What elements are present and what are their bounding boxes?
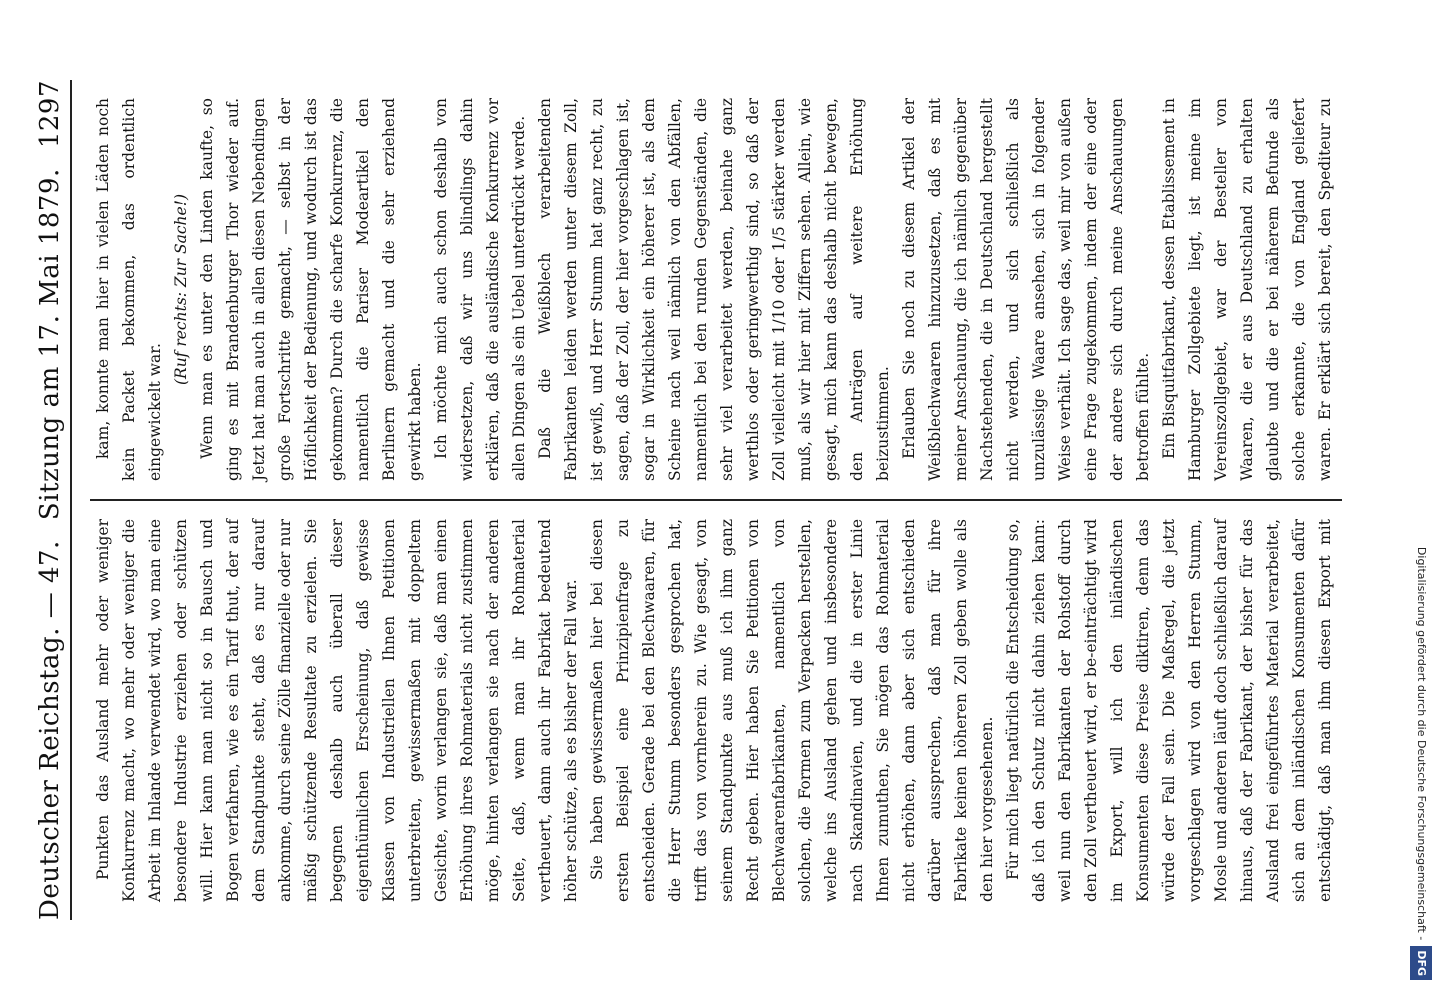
running-head: [30, 80, 72, 920]
right-column: [90, 80, 1342, 499]
header-publication: Deutscher Reichstag. — 47.: [35, 540, 65, 920]
credit-text: Digitalisierung gefördert durch die Deutsche Forschungsgemeinschaft -: [1415, 546, 1428, 941]
paragraph: Ich möchte mich auch schon deshalb von widersetzen, daß wir uns blindlings dahin erklären, daß die ausländische Konkurrenz vor allen Dingen als ein Uebel unterdrückt werde.: [432, 98, 528, 481]
left-column: [90, 501, 1342, 920]
header-page-number: 1297: [35, 80, 65, 149]
paragraph: Punkten das Ausland mehr oder weniger Konkurrenz macht, wo mehr oder weniger die Arbeit im Inlande verwendet wird, wo man eine besondere Industrie erziehen oder schützen will. Hier kann man nicht so in Bausch und Bogen verfahren, wie es ein Tarif thut, der auf dem Standpunkte steht, daß es nur darauf ankomme, durch seine Zölle finanzielle oder nur mäßig schützende Resultate zu erzielen. Sie begegnen deshalb auch überall dieser eigenthümlichen Erscheinung, daß gewisse Klassen von Industriellen Ihnen Petitionen unterbreiten, gewissermaßen mit doppeltem Gesichte, worin verlangen sie, daß man einen Erhöhung ihres Rohmaterials nicht zustimmen möge, hinten verlangen sie nach der anderen Seite, daß, wenn man ihr Rohmaterial vertheuert, dann auch ihr Fabrikat bedeutend höher schütze, als es bisher der Fall war.: [94, 519, 580, 902]
digitization-credit: [1410, 20, 1432, 980]
column-divider: [90, 499, 1342, 501]
paragraph: Erlauben Sie noch zu diesem Artikel der Weißblechwaaren hinzuzusetzen, daß es mit meiner Anschauung, die ich nämlich gegenüber Nachstehenden, die in Deutschland hergestellt nicht werden, und sich schließlich als unzulässige Waare ansehen, sich in folgender Weise verhält. Ich sage das, weil mir von außen eine Frage zugekommen, indem der eine oder der andere sich durch meine Anschauungen betroffen fühlte.: [900, 98, 1152, 481]
header-session-date: Sitzung am 17. Mai 1879.: [35, 168, 65, 521]
paragraph: Wenn man es unter den Linden kaufte, so ging es mit Brandenburger Thor wieder auf. Jetzt hat man auch in allen diesen Nebendingen große Fortschritte gemacht, — selbst in der Höflichkeit der Bedienung, und wodurch ist das gekommen? Durch die scharfe Konkurrenz, die namentlich die Pariser Modeartikel den Berlinern gemacht und die sehr erziehend gewirkt haben.: [198, 98, 424, 481]
paragraph: Für mich liegt natürlich die Entscheidung so, daß ich den Schutz nicht dahin ziehen kann: weil nun den Fabrikanten der Rohstoff durch den Zoll vertheuert wird, er be-einträchtigt wird im Export, will ich den inländischen Konsumenten diese Preise diktiren, denn das würde der Fall sein. Die Maßregel, die jetzt vorgeschlagen wird von den Herren Stumm, Mosle und anderen läuft doch schließlich darauf hinaus, daß der Fabrikant, der bisher für das Ausland frei eingeführtes Material verarbeitet, sich an dem inländischen Konsumenten dafür entschädigt, daß man ihm diesen Export mit: [1004, 519, 1334, 902]
text-columns: [90, 80, 1342, 920]
dfg-logo: DFG: [1410, 946, 1432, 980]
paragraph: Daß die Weißblech verarbeitenden Fabrikanten leiden werden unter diesem Zoll, ist gewiß, und Herr Stumm hat ganz recht, zu sagen, daß der Zoll, der hier vorgeschlagen ist, sogar in Wirklichkeit ein höherer ist, als dem Scheine nach weil nämlich von den Abfällen, namentlich bei den runden Gegenständen, die sehr viel verarbeitet werden, beinahe ganz werthlos oder geringwerthig sind, so daß der Zoll vielleicht mit 1/10 oder 1/5 stärker werden muß, als wir hier mit Ziffern sehen. Allein, wie gesagt, mich kann das deshalb nicht bewegen, den Anträgen auf weitere Erhöhung beizustimmen.: [536, 98, 892, 481]
credit-line: [1410, 20, 1432, 980]
interjection: (Ruf rechts: Zur Sache!): [172, 194, 190, 386]
paragraph: Ein Bisquitfabrikant, dessen Etablissement in Hamburger Zollgebiete liegt, ist meine im Vereinszollgebiet, war der Besteller von Waaren, die er aus Deutschland zu erhalten glaubte und die er bei näherem Befunde als solche erkannte, die von England geliefert waren. Er erklärt sich bereit, den Spediteur zu: [1160, 98, 1334, 481]
paragraph: kam, konnte man hier in vielen Läden noch kein Packet bekommen, das ordentlich eingewickelt war.: [94, 98, 164, 481]
paragraph: Sie haben gewissermaßen hier bei diesen ersten Beispiel eine Prinzipienfrage zu entscheiden. Gerade bei den Blechwaaren, für die Herr Stumm besonders gesprochen hat, trifft das von vornherein zu. Wie gesagt, von seinem Standpunkte aus muß ich ihm ganz Recht geben. Hier haben Sie Petitionen von Blechwaarenfabrikanten, namentlich von solchen, die Formen zum Verpacken herstellen, welche ins Ausland gehen und insbesondere nach Skandinavien, und die in erster Linie Ihnen zumuthen, Sie mögen das Rohmaterial nicht erhöhen, dann aber sich entschieden darüber aussprechen, daß man für ihre Fabrikate keinen höheren Zoll geben wolle als den hier vorgesehenen.: [588, 519, 996, 902]
